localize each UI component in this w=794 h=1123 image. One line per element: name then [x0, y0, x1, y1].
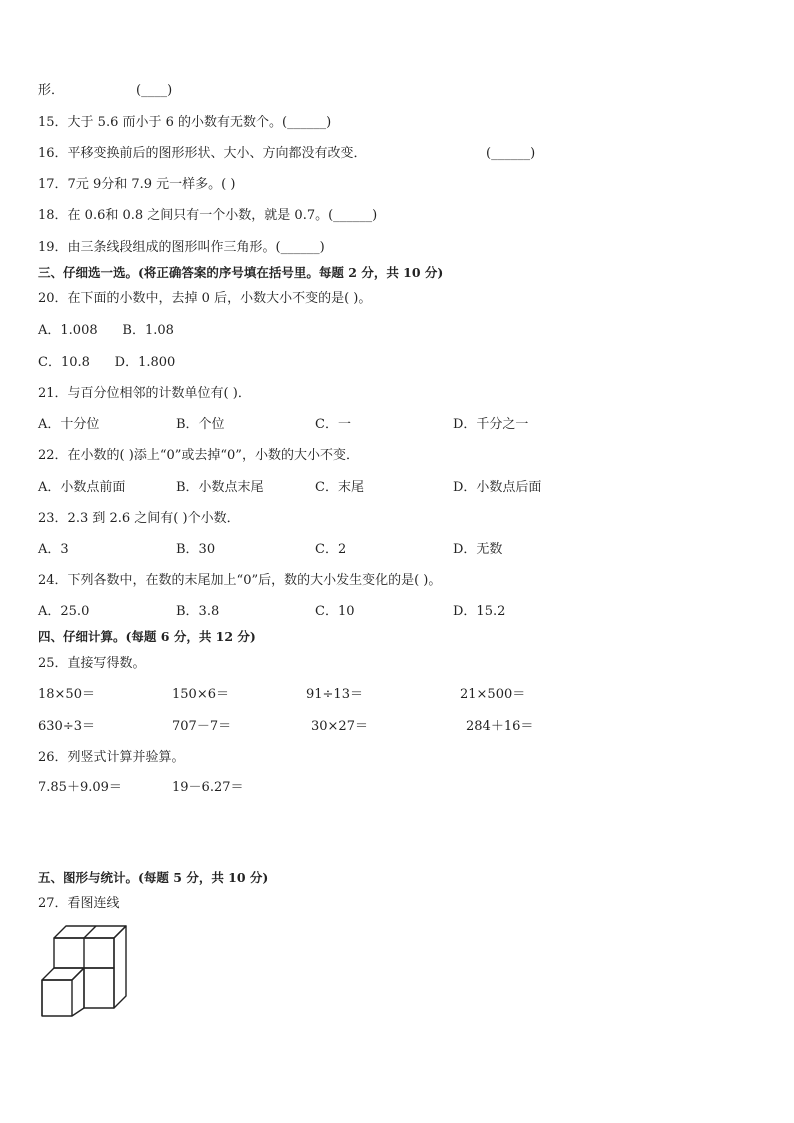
- calc-item: 284＋16＝: [466, 719, 534, 734]
- question-24: 24．下列各数中，在数的末尾加上“0”后，数的大小发生变化的是( )。: [38, 573, 442, 588]
- calc-item: 150×6＝: [172, 687, 229, 702]
- section-3-title: 三、仔细选一选。(将正确答案的序号填在括号里。每题 2 分，共 10 分): [38, 265, 444, 280]
- question-20-options-row1: A．1.008 B．1.08: [38, 323, 174, 338]
- section-5-title: 五、图形与统计。(每题 5 分，共 10 分): [38, 870, 269, 885]
- question-27: 27．看图连线: [38, 896, 120, 911]
- question-23-option-c[interactable]: C．2: [315, 542, 347, 557]
- question-26: 26．列竖式计算并验算。: [38, 750, 185, 765]
- calc-item: 630÷3＝: [38, 719, 95, 734]
- question-24-option-c[interactable]: C．10: [315, 604, 355, 619]
- question-20-options-row2: C．10.8 D．1.800: [38, 355, 176, 370]
- question-18: 18．在 0.6和 0.8 之间只有一个小数，就是 0.7。(______): [38, 208, 378, 223]
- question-23-option-a[interactable]: A．3: [38, 542, 69, 557]
- question-24-option-d[interactable]: D．15.2: [453, 604, 506, 619]
- calc-item: 707－7＝: [172, 719, 232, 734]
- question-22: 22．在小数的( )添上“0”或去掉“0”，小数的大小不变．: [38, 448, 359, 463]
- section-4-title: 四、仔细计算。(每题 6 分，共 12 分): [38, 629, 256, 644]
- question-21-option-b[interactable]: B．个位: [176, 417, 225, 432]
- answer-paren-14[interactable]: (____): [136, 83, 173, 98]
- question-14-continuation: [38, 83, 64, 99]
- question-23-option-d[interactable]: D．无数: [453, 542, 503, 557]
- question-23: 23．2.3 到 2.6 之间有( )个小数．: [38, 511, 240, 526]
- calc-item: 30×27＝: [311, 719, 368, 734]
- question-24-option-a[interactable]: A．25.0: [38, 604, 90, 619]
- question-21-option-c[interactable]: C．一: [315, 417, 351, 432]
- question-22-option-a[interactable]: A．小数点前面: [38, 480, 126, 495]
- question-19: 19．由三条线段组成的图形叫作三角形。(______): [38, 240, 325, 255]
- vertical-calc-item: 7.85＋9.09＝: [38, 780, 122, 795]
- question-24-option-b[interactable]: B．3.8: [176, 604, 220, 619]
- question-25: 25．直接写得数。: [38, 656, 146, 671]
- question-23-option-b[interactable]: B．30: [176, 542, 216, 557]
- cube-stack-figure-icon: [38, 922, 134, 1022]
- question-21-option-a[interactable]: A．十分位: [38, 417, 100, 432]
- calc-item: 91÷13＝: [306, 687, 363, 702]
- question-22-option-d[interactable]: D．小数点后面: [453, 480, 542, 495]
- question-14-text: 形．: [38, 83, 65, 98]
- question-21: 21．与百分位相邻的计数单位有( )．: [38, 386, 251, 401]
- question-22-option-b[interactable]: B．小数点末尾: [176, 480, 264, 495]
- question-16: 16．平移变换前后的图形形状、大小、方向都没有改变．: [38, 146, 367, 161]
- calc-item: 21×500＝: [460, 687, 526, 702]
- question-17: 17．7元 9分和 7.9 元一样多。( ): [38, 177, 236, 192]
- vertical-calc-item: 19－6.27＝: [172, 780, 244, 795]
- question-20: 20．在下面的小数中，去掉 0 后，小数大小不变的是( )。: [38, 291, 372, 306]
- answer-paren-16[interactable]: (______): [486, 146, 536, 161]
- question-15: 15．大于 5.6 而小于 6 的小数有无数个。(______): [38, 115, 332, 130]
- calc-item: 18×50＝: [38, 687, 95, 702]
- question-21-option-d[interactable]: D．千分之一: [453, 417, 529, 432]
- question-22-option-c[interactable]: C．末尾: [315, 480, 364, 495]
